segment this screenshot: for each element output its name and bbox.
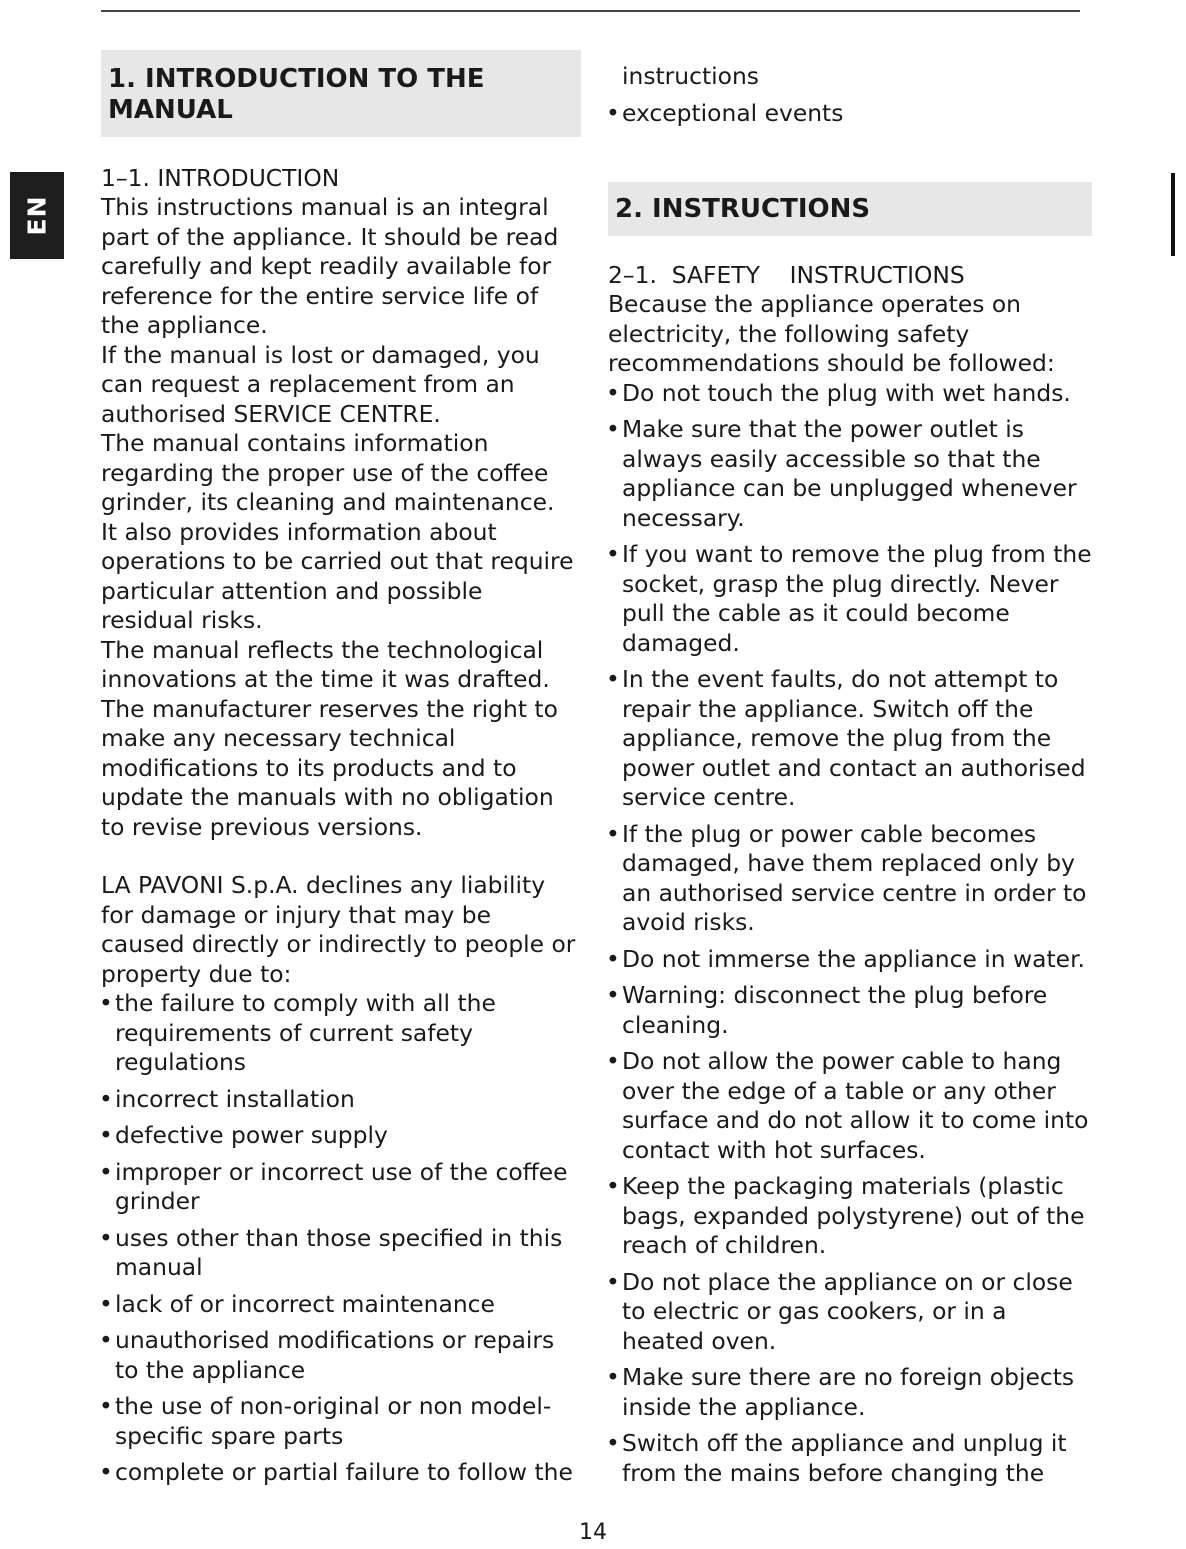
- list-item: • improper or incorrect use of the coffee grinder: [101, 1158, 581, 1217]
- continued-text: instructions: [622, 62, 759, 90]
- top-rule: [101, 10, 1080, 12]
- intro-paragraph: The manufacturer reserves the right to make any necessary technical modifications to its products and to update the manuals with no obligation to revise previous versions.: [101, 694, 558, 841]
- list-item: • Do not allow the power cable to hang over the edge of a table or any other surface and do not allow it to come into contact with hot surfaces.: [608, 1047, 1092, 1165]
- list-item: • Warning: disconnect the plug before cleaning.: [608, 981, 1092, 1040]
- list-item: • Keep the packaging materials (plastic bags, expanded polystyrene) out of the reach of children.: [608, 1172, 1092, 1261]
- list-item: • lack of or incorrect maintenance: [101, 1290, 581, 1320]
- list-item: • exceptional events: [608, 99, 1092, 129]
- list-item: • Do not touch the plug with wet hands.: [608, 379, 1092, 409]
- subsection-title-introduction: 1–1. INTRODUCTION: [101, 164, 340, 192]
- list-item: • defective power supply: [101, 1121, 581, 1151]
- list-item: • If the plug or power cable becomes damaged, have them replaced only by an authorised service centre in order to avoid risks.: [608, 820, 1092, 938]
- intro-paragraph: This instructions manual is an integral part of the appliance. It should be read carefully and kept readily available for reference for the entire service life of the appliance.: [101, 193, 559, 339]
- safety-intro: Because the appliance operates on electricity, the following safety recommendations should be followed:: [608, 290, 1055, 377]
- list-item: • If you want to remove the plug from the socket, grasp the plug directly. Never pull the cable as it could become damaged.: [608, 540, 1092, 658]
- list-item: • unauthorised modifications or repairs to the appliance: [101, 1326, 581, 1385]
- list-item: • Switch off the appliance and unplug it from the mains before changing the: [608, 1429, 1092, 1488]
- section-title-introduction: 1. INTRODUCTION TO THE MANUAL: [101, 50, 581, 137]
- list-item: • incorrect installation: [101, 1085, 581, 1115]
- language-label: EN: [22, 195, 52, 236]
- right-column: [608, 62, 1092, 1495]
- list-item: • Do not immerse the appliance in water.: [608, 945, 1092, 975]
- page-number: 14: [579, 1520, 607, 1545]
- subsection-title-safety: 2–1. SAFETY INSTRUCTIONS: [608, 261, 965, 289]
- list-item: • complete or partial failure to follow the: [101, 1458, 581, 1488]
- list-item: • Do not place the appliance on or close to electric or gas cookers, or in a heated oven.: [608, 1268, 1092, 1357]
- intro-paragraph: It also provides information about operations to be carried out that require particular attention and possible residual risks.: [101, 517, 574, 634]
- list-item: • In the event faults, do not attempt to repair the appliance. Switch off the appliance, remove the plug from the power outlet and contact an authorised service centre.: [608, 665, 1092, 813]
- right-edge-marker: [1171, 173, 1175, 256]
- intro-paragraph: The manual reflects the technological innovations at the time it was drafted.: [101, 635, 550, 693]
- list-item: • Make sure there are no foreign objects inside the appliance.: [608, 1363, 1092, 1422]
- intro-paragraph: If the manual is lost or damaged, you can request a replacement from an authorised SERVICE CENTRE.: [101, 340, 540, 428]
- left-column: [101, 50, 581, 1495]
- list-item: • the use of non-original or non model-specific spare parts: [101, 1392, 581, 1451]
- language-tab: [10, 172, 64, 259]
- list-item: • the failure to comply with all the requirements of current safety regulations: [101, 989, 581, 1078]
- liability-paragraph: LA PAVONI S.p.A. declines any liability for damage or injury that may be caused directly or indirectly to people or property due to:: [101, 871, 576, 988]
- intro-paragraph: The manual contains information regarding the proper use of the coffee grinder, its cleaning and maintenance.: [101, 429, 555, 516]
- section-title-instructions: 2. INSTRUCTIONS: [608, 182, 1092, 236]
- list-item: • Make sure that the power outlet is always easily accessible so that the appliance can be unplugged whenever necessary.: [608, 415, 1092, 533]
- list-item: • uses other than those specified in this manual: [101, 1224, 581, 1283]
